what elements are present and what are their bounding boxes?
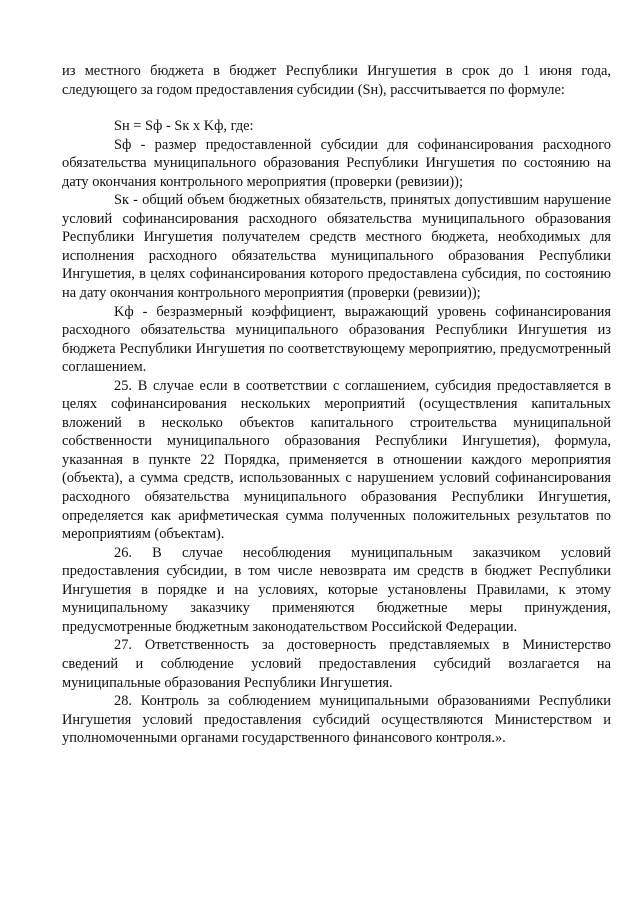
document-page	[62, 62, 611, 748]
formula-line: Sн = Sф - Sк x Kф, где:	[114, 118, 254, 135]
paragraph-intro-continuation: из местного бюджета в бюджет Республики Ингушетия в срок до 1 июня года, следующего за годом предоставления субсидии (Sн), рассчитывается по формуле:	[62, 63, 611, 98]
clause-25: 25. В случае если в соответствии с соглашением, субсидия предоставляется в целях софинансирования нескольких мероприятий (осуществления капитальных вложений в несколько объектов капитального строительства муниципальной собственности муниципального образования Республики Ингушетия), формула, указанная в пункте 22 Порядка, применяется в отношении каждого мероприятия (объекта), а сумма средств, использованных с нарушением условий софинансирования расходного обязательства муниципального образования Республики Ингушетия, определяется как арифметическая сумма полученных положительных результатов по мероприятиям (объектам).	[62, 377, 611, 543]
definition-kf: Kф - безразмерный коэффициент, выражающий уровень софинансирования расходного обязательства муниципального образования Республики Ингушетия из бюджета Республики Ингушетия по соответствующему мероприятию, предусмотренный соглашением.	[62, 303, 611, 376]
clause-26: 26. В случае несоблюдения муниципальным заказчиком условий предоставления субсидии, в том числе невозврата им средств в бюджет Республики Ингушетия в порядке и на условиях, которые установлены Правилами, к этому муниципальному заказчику применяются бюджетные меры принуждения, предусмотренные бюджетным законодательством Российской Федерации.	[62, 544, 611, 635]
clause-28: 28. Контроль за соблюдением муниципальными образованиями Республики Ингушетия условий предоставления субсидий осуществляются Министерством и уполномоченными органами государственного финансового контроля.».	[62, 693, 611, 747]
definition-sk: Sк - общий объем бюджетных обязательств, принятых допустившим нарушение условий софинансирования расходного обязательства муниципального образования Республики Ингушетия получателем средств местного бюджета, необходимых для исполнения расходного обязательства муниципального образования Республики Ингушетия, в целях софинансирования которого предоставлена субсидия, по состоянию на дату окончания контрольного мероприятия (проверки (ревизии));	[62, 192, 611, 302]
definition-sf: Sф - размер предоставленной субсидии для софинансирования расходного обязательства муниципального образования Республики Ингушетия по состоянию на дату окончания контрольного мероприятия (проверки (ревизии));	[62, 136, 611, 190]
clause-27: 27. Ответственность за достоверность представляемых в Министерство сведений и соблюдение условий предоставления субсидий возлагается на муниципальные образования Республики Ингушетия.	[62, 637, 611, 691]
